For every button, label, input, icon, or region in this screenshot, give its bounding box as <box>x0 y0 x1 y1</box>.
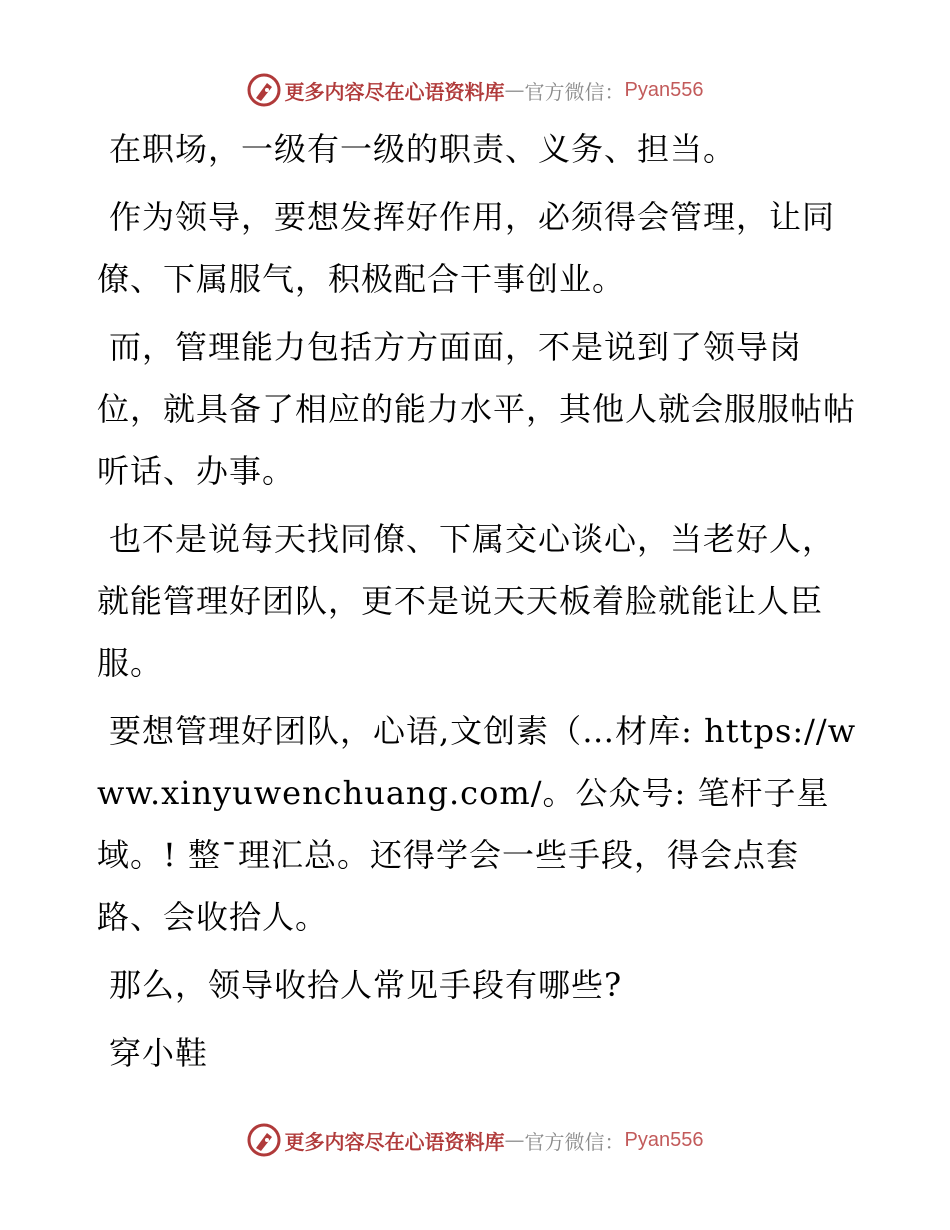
banner-dash: — <box>504 1128 525 1152</box>
banner-contact-label: 官方微信： <box>524 1129 625 1154</box>
paragraph: 那么，领导收拾人常见手段有哪些? <box>109 966 623 1004</box>
paragraph: 在职场，一级有一级的职责、义务、担当。 <box>109 130 737 168</box>
header-banner <box>0 70 950 110</box>
pen-nib-logo-icon <box>247 1123 281 1157</box>
banner-title: 更多内容尽在心语资料库 <box>284 79 505 104</box>
paragraph: 而，管理能力包括方方面面，不是说到了领导岗位，就具备了相应的能力水平，其他人就会服服帖帖听话、办事。 <box>97 328 857 490</box>
paragraph: 也不是说每天找同僚、下属交心谈心，当老好人，就能管理好团队，更不是说天天板着脸就能让人臣服。 <box>97 520 836 682</box>
banner-contact-id: Pyan556 <box>624 78 704 101</box>
paragraph: 作为领导，要想发挥好作用，必须得会管理，让同僚、下属服气，积极配合干事创业。 <box>97 198 836 298</box>
banner-contact-label: 官方微信： <box>524 79 625 104</box>
footer-banner <box>0 1120 950 1160</box>
banner-title: 更多内容尽在心语资料库 <box>284 1129 505 1154</box>
banner-contact-id: Pyan556 <box>624 1128 704 1151</box>
banner-dash: — <box>504 78 525 102</box>
document-body <box>97 118 857 1090</box>
paragraph: 要想管理好团队，心语,文创素（…材库: https://www.xinyuwenchuang.com/。公众号: 笔杆子星域。! 整¯理汇总。还得学会一些手段，得会点套路、会收拾人。 <box>97 712 857 936</box>
pen-nib-logo-icon <box>247 73 281 107</box>
paragraph: 穿小鞋 <box>109 1034 209 1072</box>
